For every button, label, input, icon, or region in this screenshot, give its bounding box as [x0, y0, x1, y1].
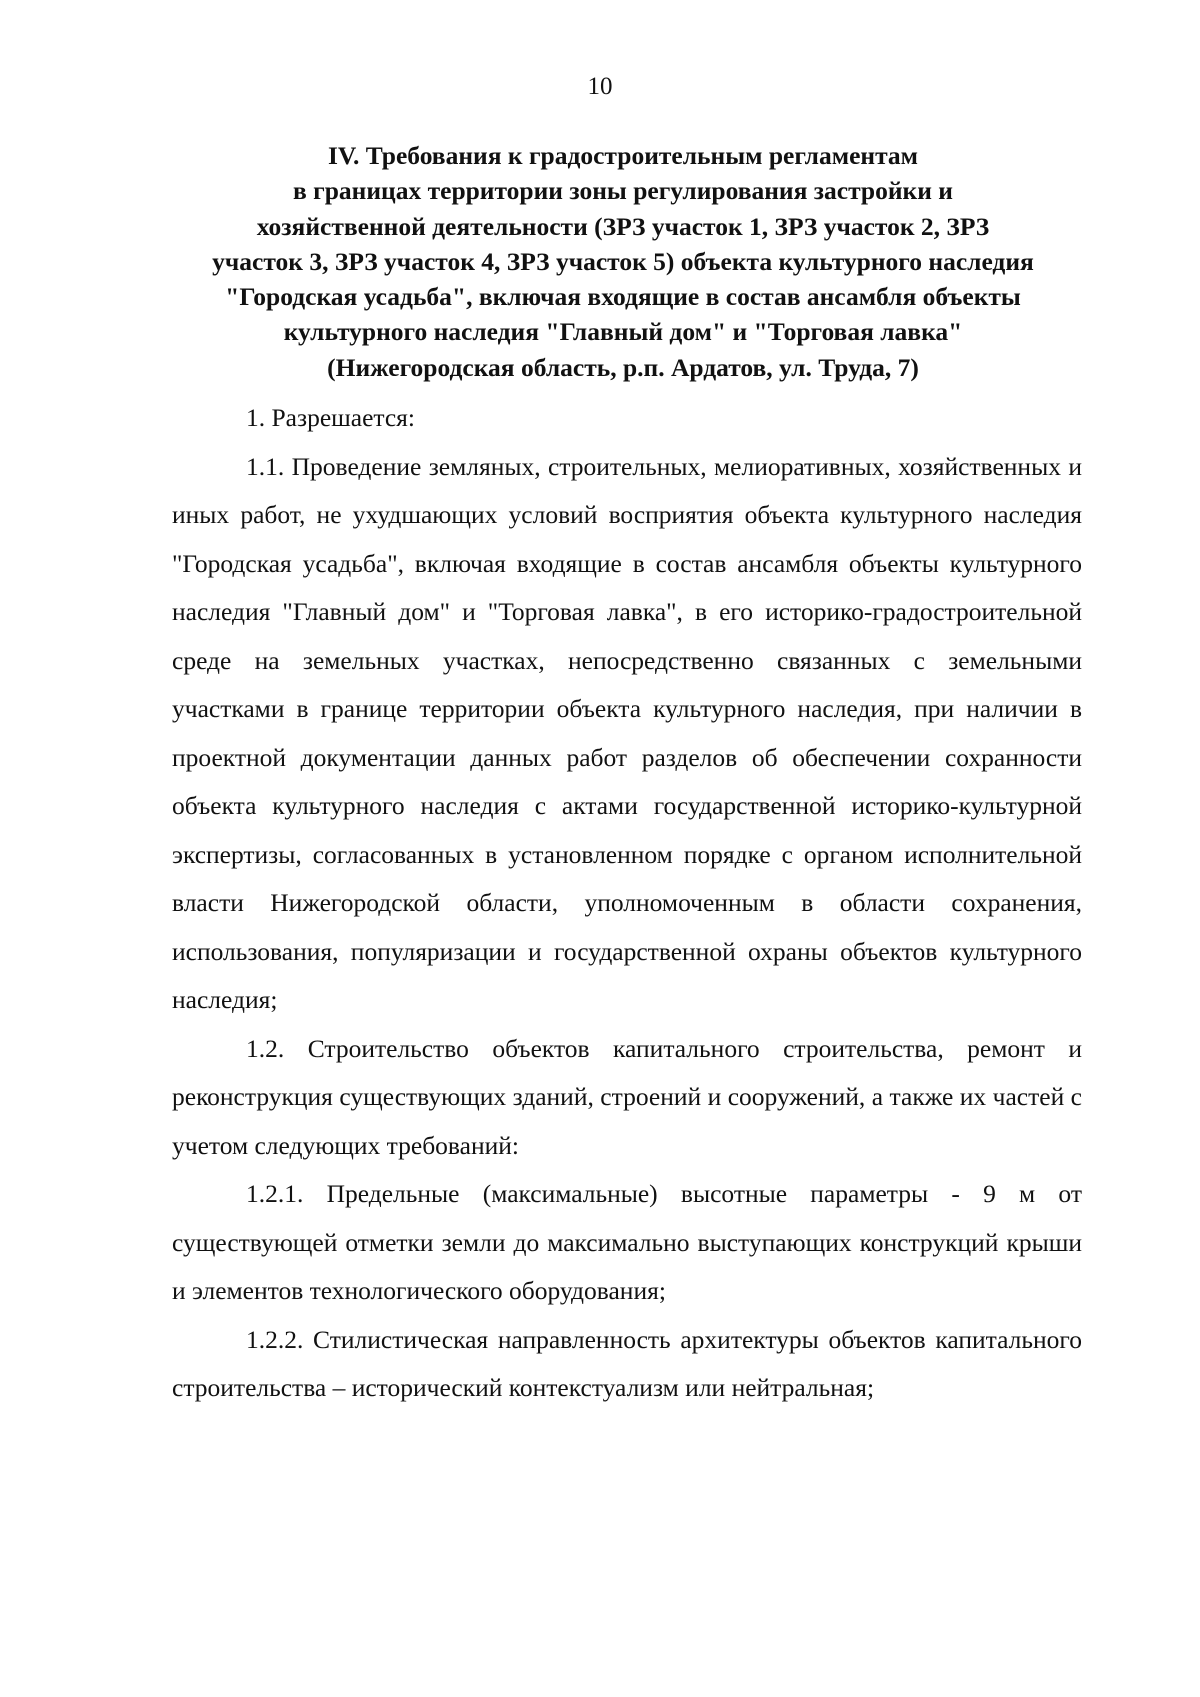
heading-line: в границах территории зоны регулирования застройки и [292, 176, 953, 206]
paragraph-1-2: 1.2. Строительство объектов капитального строительства, ремонт и реконструкция существующих зданий, строений и сооружений, а также их частей с учетом следующих требований: [172, 1033, 1082, 1160]
heading-line: хозяйственной деятельности (ЗРЗ участок 1, ЗРЗ участок 2, ЗРЗ [256, 211, 990, 241]
heading-line: участок 3, ЗРЗ участок 4, ЗРЗ участок 5) объекта культурного наследия [212, 246, 1034, 276]
paragraph-permitted: 1. Разрешается: [246, 403, 415, 432]
document-body [172, 394, 1082, 1413]
heading-line: "Городская усадьба", включая входящие в состав ансамбля объекты [225, 282, 1021, 312]
heading-line: культурного наследия "Главный дом" и "Торговая лавка" [283, 317, 963, 347]
paragraph-1-1: 1.1. Проведение земляных, строительных, мелиоративных, хозяйственных и иных работ, не ухудшающих условий восприятия объекта культурного наследия "Городская усадьба", включая входящие в состав ансамбля объекты культурного наследия "Главный дом" и "Торговая лавка", в его историко-градостроительной среде на земельных участках, непосредственно связанных с земельными участками в границе территории объекта культурного наследия, при наличии в проектной документации данных работ разделов об обеспечении сохранности объекта культурного наследия с актами государственной историко-культурной экспертизы, согласованных в установленном порядке с органом исполнительной власти Нижегородской области, уполномоченным в области сохранения, использования, популяризации и государственной охраны объектов культурного наследия; [172, 451, 1082, 1014]
paragraph-1-2-1: 1.2.1. Предельные (максимальные) высотные параметры - 9 м от существующей отметки земли до максимально выступающих конструкций крыши и элементов технологического оборудования; [172, 1179, 1082, 1305]
section-heading [150, 138, 1096, 385]
paragraph-1-2-2: 1.2.2. Стилистическая направленность архитектуры объектов капитального строительства – исторический контекстуализм или нейтральная; [172, 1324, 1082, 1402]
heading-line: (Нижегородская область, р.п. Ардатов, ул. Труда, 7) [327, 352, 919, 382]
heading-line: IV. Требования к градостроительным регламентам [327, 141, 919, 170]
page-number: 10 [587, 73, 613, 100]
